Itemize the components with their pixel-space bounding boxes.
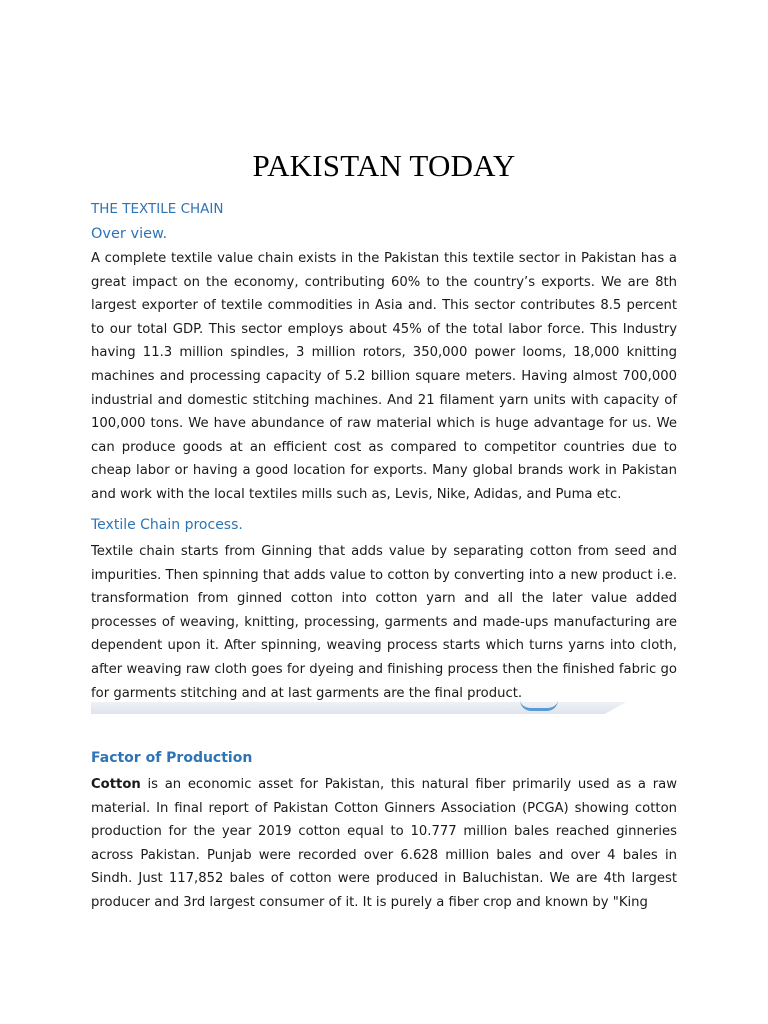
paragraph-overview: A complete textile value chain exists in the Pakistan this textile sector in Pakistan has a great impact on the economy, contributing 60% to the country’s exports. We are 8th largest exporter of textile commodities in Asia and. This sector contributes 8.5 percent to our total GDP. This sector employs about 45% of the total labor force. This Industry having 11.3 million spindles, 3 million rotors, 350,000 power looms, 18,000 knitting machines and processing capacity of 5.2 billion square meters. Having almost 700,000 industrial and domestic stitching machines. And 21 filament yarn units with capacity of 100,000 tons. We have abundance of raw material which is huge advantage for us. We can produce goods at an efficient cost as compared to competitor countries due to cheap labor or having a good location for exports. Many global brands work in Pakistan and work with the local textiles mills such as, Levis, Nike, Adidas, and Puma etc. — [91, 251, 677, 502]
paragraph-textile-chain-process: Textile chain starts from Ginning that adds value by separating cotton from seed and impurities. Then spinning that adds value to cotton by converting into a new product i.e. transformation from ginned cotton into cotton yarn and all the later value added processes of weaving, knitting, processing, garments and made-ups manufacturing are dependent upon it. After spinning, weaving process starts which turns yarns into cloth, after weaving raw cloth goes for dyeing and finishing process then the finished fabric go for garments stitching and at last garments are the final product. — [91, 544, 677, 701]
section-heading-factor-of-production: Factor of Production — [91, 750, 253, 766]
document-title: PAKISTAN TODAY — [252, 148, 516, 183]
section-subheading-overview: Over view. — [91, 226, 168, 242]
cotton-lead-term: Cotton — [91, 777, 141, 792]
section-heading-textile-chain-process: Textile Chain process. — [91, 517, 243, 533]
paragraph-factor-of-production — [91, 773, 677, 915]
factor-body-text: is an economic asset for Pakistan, this natural fiber primarily used as a raw material. In final report of Pakistan Cotton Ginners Association (PCGA) showing cotton production for the year 2019 cotton equal to 10.777 million bales reached ginneries across Pakistan. Punjab were recorded over 6.628 million bales and over 4 bales in Sindh. Just 117,852 bales of cotton were produced in Baluchistan. We are 4th largest producer and 3rd largest consumer of it. It is purely a fiber crop and known by "King — [91, 777, 677, 910]
section-heading-textile-chain: THE TEXTILE CHAIN — [91, 201, 224, 217]
decorative-arc-shape — [520, 700, 558, 711]
